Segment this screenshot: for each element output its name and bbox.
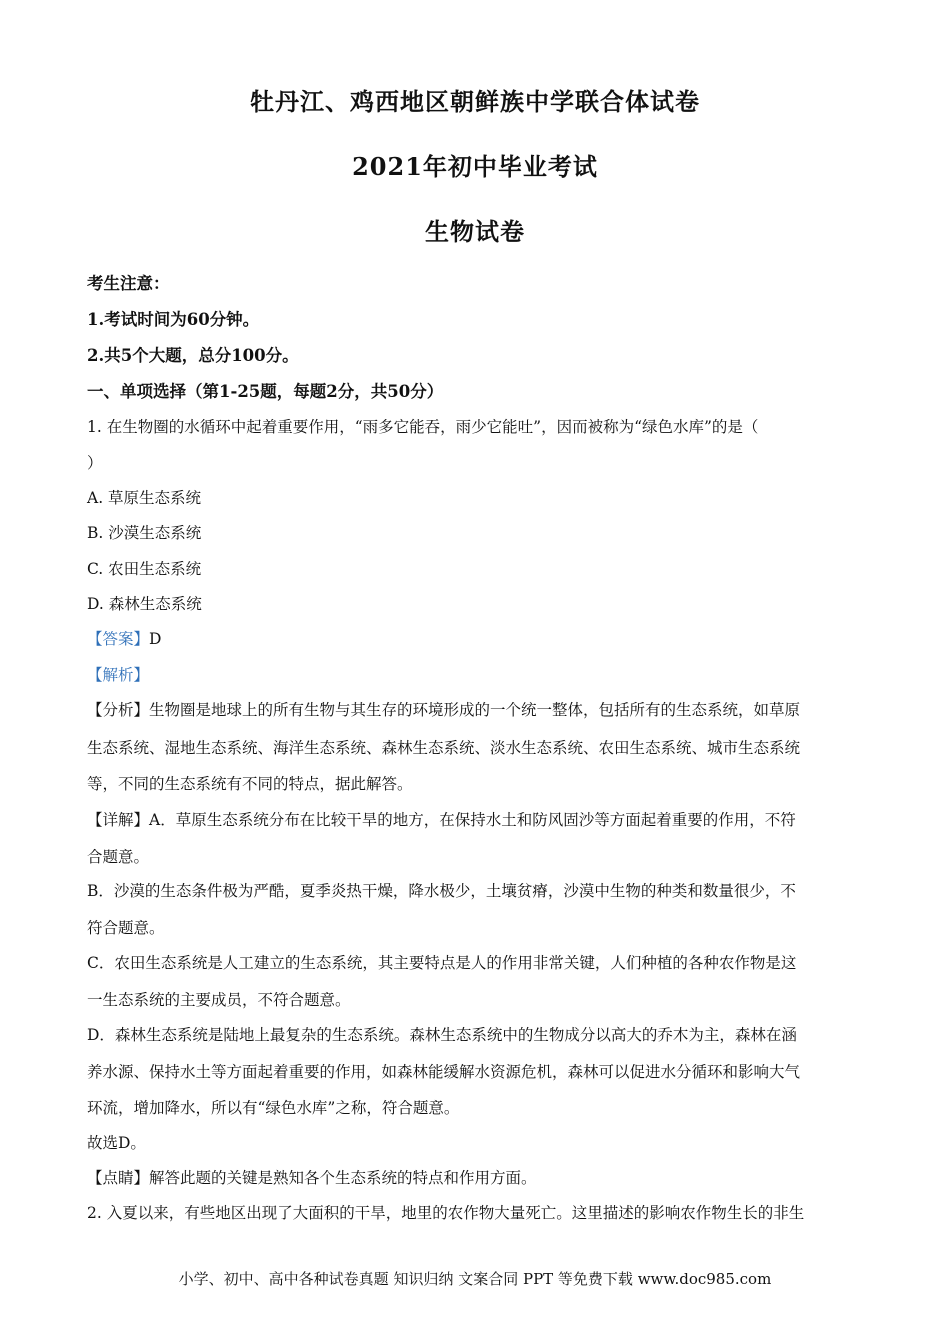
option-c: C. 农田生态系统: [87, 560, 202, 578]
option-b: B. 沙漠生态系统: [87, 524, 202, 542]
exam-title-line3: 生物试卷: [425, 217, 525, 246]
notice-heading: 考生注意：: [87, 274, 170, 293]
fenxi-tag: 【分析】: [87, 701, 150, 719]
exam-title-line2: 2021年初中毕业考试: [352, 152, 598, 181]
detail-c-line-1: C．农田生态系统是人工建立的生态系统，其主要特点是人的作用非常关键，人们种植的各种农作物是这: [87, 954, 797, 972]
answer-tag: 【答案】: [87, 630, 150, 648]
dianjing-tag: 【点睛】: [87, 1169, 150, 1187]
dianjing-text: 解答此题的关键是熟知各个生态系统的特点和作用方面。: [149, 1169, 537, 1187]
dianjing-line: [87, 1166, 537, 1188]
page-footer: 小学、初中、高中各种试卷真题 知识归纳 文案合同 PPT 等免费下载 www.doc985.com: [178, 1270, 772, 1288]
analysis-tag: 【解析】: [87, 666, 150, 684]
detail-b-line-1: B．沙漠的生态条件极为严酷，夏季炎热干燥，降水极少，土壤贫瘠，沙漠中生物的种类和数量很少，不: [87, 882, 796, 900]
answer-value: D: [149, 630, 162, 648]
conclusion-line: 故选D。: [87, 1134, 146, 1152]
detail-c-line-2: 一生态系统的主要成员，不符合题意。: [87, 991, 351, 1009]
notice-item-2: 2.共5个大题，总分100分。: [87, 346, 299, 365]
detail-a-text-1: A．草原生态系统分布在比较干旱的地方，在保持水土和防风固沙等方面起着重要的作用，不符: [149, 811, 796, 829]
detail-d-line-3: 环流，增加降水，所以有“绿色水库”之称，符合题意。: [87, 1099, 460, 1117]
detail-d-line-1: D．森林生态系统是陆地上最复杂的生态系统。森林生态系统中的生物成分以高大的乔木为主，森林在涵: [87, 1026, 797, 1044]
fenxi-text-1: 生物圈是地球上的所有生物与其生存的环境形成的一个统一整体，包括所有的生态系统，如草原: [149, 701, 801, 719]
fenxi-line-3: 等，不同的生态系统有不同的特点，据此解答。: [87, 775, 413, 793]
detail-d-line-2: 养水源、保持水土等方面起着重要的作用，如森林能缓解水资源危机，森林可以促进水分循环和影响大气: [87, 1063, 801, 1081]
question-1-stem-cont: ）: [87, 454, 103, 472]
question-2-stem: 2. 入夏以来，有些地区出现了大面积的干旱，地里的农作物大量死亡。这里描述的影响农作物生长的非生: [87, 1204, 805, 1222]
option-a: A. 草原生态系统: [87, 489, 202, 507]
fenxi-line-2: 生态系统、湿地生态系统、海洋生态系统、森林生态系统、淡水生态系统、农田生态系统、城市生态系统: [87, 739, 801, 757]
option-d: D. 森林生态系统: [87, 595, 202, 613]
answer-line: [87, 627, 161, 649]
notice-item-1: 1.考试时间为60分钟。: [87, 310, 260, 329]
detail-a-line-1: [87, 808, 796, 830]
section-heading: 一、单项选择（第1-25题，每题2分，共50分）: [87, 382, 444, 401]
detail-a-line-2: 合题意。: [87, 848, 150, 866]
detail-b-line-2: 符合题意。: [87, 919, 165, 937]
exam-title-line1: 牡丹江、鸡西地区朝鲜族中学联合体试卷: [250, 87, 700, 116]
detail-tag: 【详解】: [87, 811, 150, 829]
question-1-stem: 1. 在生物圈的水循环中起着重要作用，“雨多它能吞，雨少它能吐”，因而被称为“绿色水库”的是（: [87, 418, 759, 436]
fenxi-line-1: [87, 698, 800, 720]
